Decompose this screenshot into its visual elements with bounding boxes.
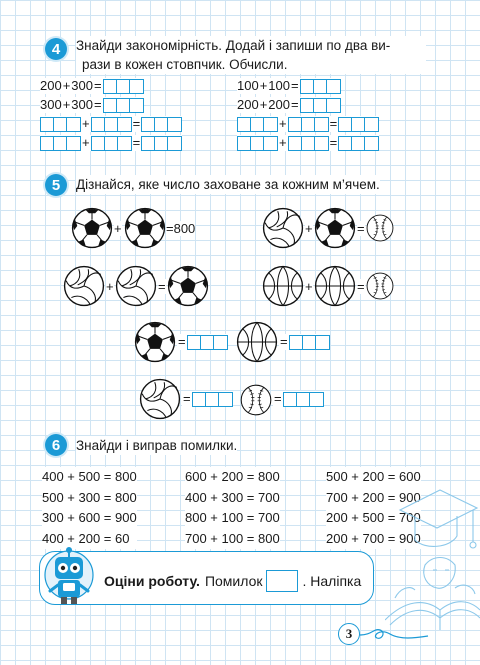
answer-boxes[interactable] [141, 136, 182, 151]
equation[interactable]: 400 + 300 = 700 [185, 489, 280, 505]
graduate-book-illustration [385, 470, 480, 630]
equation[interactable]: 600 + 200 = 800 [185, 469, 280, 484]
answer-boxes[interactable] [103, 79, 144, 94]
equals-sign: = [291, 97, 299, 112]
equals-sign: = [357, 279, 365, 294]
plus-sign: + [62, 97, 71, 112]
task4-text-line2: рази в кожен стовпчик. Обчисли. [82, 57, 288, 72]
answer-boxes[interactable] [237, 117, 278, 132]
sticker-label: . Наліпка [302, 573, 362, 589]
answer-boxes[interactable] [283, 392, 324, 407]
operand: 200 [237, 97, 259, 112]
task4-number: 4 [51, 40, 61, 58]
answer-boxes[interactable] [338, 117, 379, 132]
robot-icon [44, 545, 94, 607]
equals-sign: = [158, 279, 166, 294]
basketball-icon [236, 321, 278, 363]
task6-number-badge [45, 434, 67, 456]
answer-boxes[interactable] [91, 136, 132, 151]
answer-boxes[interactable] [288, 117, 329, 132]
baseball-icon [366, 214, 394, 242]
task4-col2-blank-row2 [237, 135, 379, 151]
equation[interactable]: 200 + 700 = 900 [326, 530, 421, 546]
baseball-icon [366, 272, 394, 300]
task6-number: 6 [51, 436, 61, 454]
soccer-ball-icon [124, 207, 166, 249]
basketball-icon [262, 265, 304, 307]
operand: 100 [268, 78, 290, 93]
plus-sign: + [82, 135, 90, 150]
soccer-ball-icon [71, 207, 113, 249]
equals-sign: = [94, 78, 102, 93]
operand: 300 [71, 97, 93, 112]
equals-sign: = [94, 97, 102, 112]
task6-instruction: Знайди і виправ помилки. [76, 438, 238, 453]
plus-sign: + [305, 221, 313, 236]
task5-number: 5 [51, 176, 61, 194]
answer-boxes[interactable] [91, 117, 132, 132]
plus-sign: + [62, 78, 71, 93]
plus-sign: + [259, 78, 268, 93]
page-number-swirl [360, 624, 430, 646]
rating-title: Оціни роботу. [104, 573, 200, 589]
soccer-answer [177, 334, 228, 350]
answer-boxes[interactable] [300, 98, 341, 113]
operand: 200 [268, 97, 290, 112]
volleyball-answer [182, 391, 233, 407]
task4-col2-row2 [237, 97, 341, 113]
soccer-ball-icon [134, 321, 176, 363]
equation[interactable]: 200 + 500 = 700 [326, 510, 421, 525]
volleyball-icon [63, 265, 105, 307]
plus-sign: + [305, 279, 313, 294]
equation[interactable]: 800 + 100 = 700 [185, 510, 280, 525]
equation[interactable]: 700 + 100 = 800 [185, 530, 280, 546]
answer-boxes[interactable] [103, 98, 144, 113]
volleyball-icon [262, 207, 304, 249]
rating-line [104, 570, 361, 592]
baseball-icon [240, 384, 272, 416]
basketball-icon [314, 265, 356, 307]
answer-boxes[interactable] [141, 117, 182, 132]
plus-sign: + [279, 135, 287, 150]
task4-col2-row1 [237, 78, 341, 94]
answer-boxes[interactable] [237, 136, 278, 151]
answer-boxes[interactable] [40, 117, 81, 132]
equals-sign: = [291, 78, 299, 93]
task4-col1-blank-row1 [40, 116, 182, 132]
answer-boxes[interactable] [300, 79, 341, 94]
task4-col2-blank-row1 [237, 116, 379, 132]
plus-sign: + [279, 116, 287, 131]
task4-text-line1: Знайди закономірність. Додай і запиши по два ви- [76, 38, 391, 53]
equals-sign: = [178, 334, 186, 349]
equals-sign: = [132, 116, 141, 131]
basketball-answer [279, 334, 330, 350]
operand: 100 [237, 78, 259, 93]
operand: 300 [40, 97, 62, 112]
plus-sign: + [259, 97, 268, 112]
task5-instruction: Дізнайся, яке число заховане за кожним м’ячем. [76, 177, 380, 192]
volleyball-icon [115, 265, 157, 307]
plus-sign: + [106, 279, 114, 294]
mistakes-count-box[interactable] [266, 570, 298, 592]
equation[interactable]: 500 + 200 = 600 [326, 469, 421, 484]
equation[interactable]: 500 + 300 = 800 [42, 489, 137, 505]
baseball-answer [273, 391, 324, 407]
soccer-ball-icon [314, 207, 356, 249]
answer-boxes[interactable] [289, 335, 330, 350]
page-number-text: 3 [345, 626, 353, 641]
task5-number-badge [45, 174, 67, 196]
operand: 200 [40, 78, 62, 93]
task4-instruction [76, 36, 426, 74]
page-number [338, 623, 360, 645]
equation[interactable]: 400 + 500 = 800 [42, 469, 137, 484]
task4-col1-blank-row2 [40, 135, 182, 151]
operand: 300 [71, 78, 93, 93]
equals-sign: = [357, 221, 365, 236]
task4-col1-row2 [40, 97, 144, 113]
task4-number-badge [45, 38, 67, 60]
equals-sign: = [329, 116, 338, 131]
volleyball-icon [139, 378, 181, 420]
equation[interactable]: 300 + 600 = 900 [42, 510, 137, 525]
task6-column-2 [185, 467, 280, 549]
sum-value: 800 [173, 221, 196, 236]
equals-sign: = [132, 135, 141, 150]
plus-sign: + [82, 116, 90, 131]
plus-sign: + [114, 221, 122, 236]
equation[interactable]: 700 + 200 = 900 [326, 489, 421, 505]
task4-col1-row1 [40, 78, 144, 94]
answer-boxes[interactable] [192, 392, 233, 407]
answer-boxes[interactable] [288, 136, 329, 151]
equals-sign: = [280, 334, 288, 349]
equals-sign: = [329, 135, 338, 150]
answer-boxes[interactable] [40, 136, 81, 151]
answer-boxes[interactable] [187, 335, 228, 350]
equation[interactable]: 400 + 200 = 60 [42, 530, 130, 546]
soccer-ball-icon [167, 265, 209, 307]
equals-sign: = [183, 391, 191, 406]
sum-800 [166, 221, 195, 236]
equals-sign: = [274, 391, 282, 406]
answer-boxes[interactable] [338, 136, 379, 151]
mistakes-label: Помилок [204, 573, 263, 589]
task6-column-1 [42, 467, 137, 549]
equals-sign: = [166, 221, 174, 236]
